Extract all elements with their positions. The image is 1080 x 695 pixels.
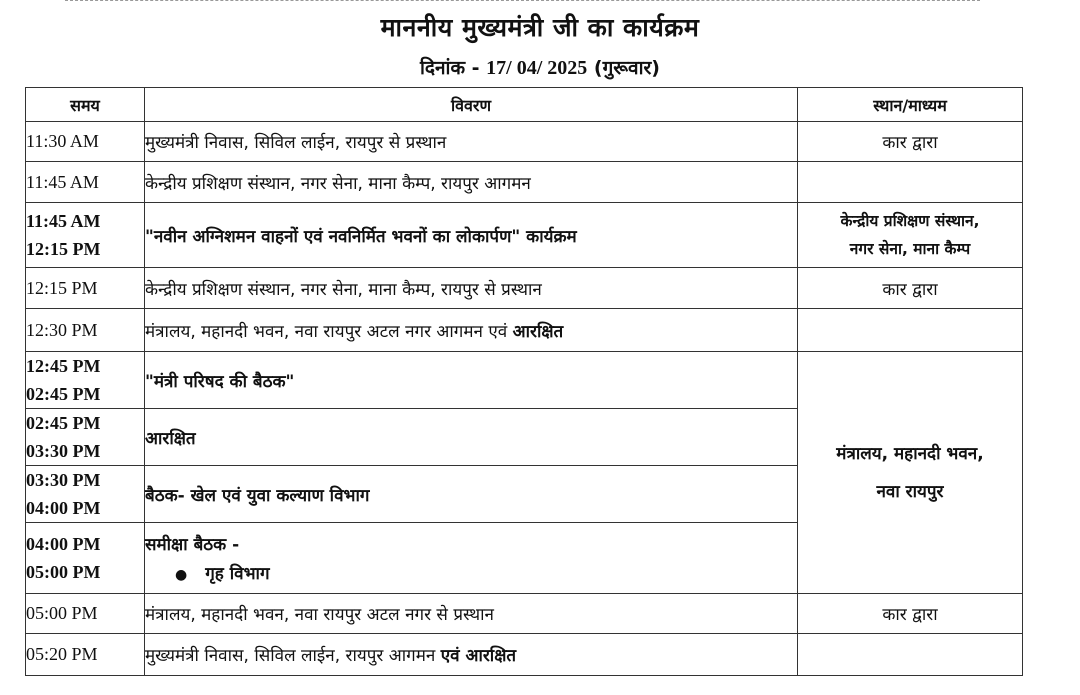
row-description — [145, 523, 798, 594]
row-description — [145, 309, 798, 352]
bullet-text: गृह विभाग — [205, 564, 270, 584]
bullet-icon: ● — [175, 567, 188, 583]
schedule-table — [25, 87, 1023, 676]
date-label: दिनांक - — [419, 57, 487, 79]
header-location: स्थान/माध्यम — [798, 88, 1023, 122]
row-location: कार द्वारा — [798, 594, 1023, 634]
row-description — [145, 634, 798, 676]
table-header-row — [26, 88, 1023, 122]
row-time: 11:30 AM — [26, 122, 145, 162]
row-description: बैठक- खेल एवं युवा कल्याण विभाग — [145, 466, 798, 523]
description-emphasis: आरक्षित — [512, 321, 564, 342]
table-row — [26, 594, 1023, 634]
time-start: 03:30 PM — [26, 470, 101, 490]
row-location — [798, 634, 1023, 676]
row-location: कार द्वारा — [798, 268, 1023, 309]
table-row — [26, 122, 1023, 162]
table-row — [26, 352, 1023, 409]
time-end: 05:00 PM — [26, 562, 101, 582]
description-text: मंत्रालय, महानदी भवन, नवा रायपुर अटल नगर आगमन एवं — [145, 321, 513, 342]
row-time — [26, 203, 145, 268]
date-value: 17/ 04/ 2025 — [486, 57, 588, 79]
time-start: 11:45 AM — [26, 211, 101, 231]
location-line: नवा रायपुर — [876, 481, 944, 502]
row-time — [26, 523, 145, 594]
location-line: मंत्रालय, महानदी भवन, — [836, 443, 984, 464]
time-end: 02:45 PM — [26, 384, 101, 404]
table-row — [26, 203, 1023, 268]
row-location — [798, 203, 1023, 268]
header-description: विवरण — [145, 88, 798, 122]
row-time — [26, 409, 145, 466]
row-description: केन्द्रीय प्रशिक्षण संस्थान, नगर सेना, माना कैम्प, रायपुर से प्रस्थान — [145, 268, 798, 309]
header-time: समय — [26, 88, 145, 122]
time-start: 12:45 PM — [26, 356, 101, 376]
description-text: मुख्यमंत्री निवास, सिविल लाईन, रायपुर आगमन — [145, 646, 441, 666]
row-time: 12:15 PM — [26, 268, 145, 309]
description-text: समीक्षा बैठक - — [145, 535, 240, 555]
row-description: "मंत्री परिषद की बैठक" — [145, 352, 798, 409]
time-start: 04:00 PM — [26, 534, 101, 554]
top-divider — [65, 0, 980, 1]
description-emphasis: एवं आरक्षित — [440, 646, 517, 666]
row-location: कार द्वारा — [798, 122, 1023, 162]
row-time: 05:00 PM — [26, 594, 145, 634]
time-end: 03:30 PM — [26, 441, 101, 461]
row-location — [798, 162, 1023, 203]
row-time — [26, 466, 145, 523]
row-description: "नवीन अग्निशमन वाहनों एवं नवनिर्मित भवनों का लोकार्पण" कार्यक्रम — [145, 203, 798, 268]
row-description: मंत्रालय, महानदी भवन, नवा रायपुर अटल नगर से प्रस्थान — [145, 594, 798, 634]
table-row — [26, 309, 1023, 352]
row-time — [26, 352, 145, 409]
location-line: नगर सेना, माना कैम्प — [849, 240, 971, 258]
row-time: 12:30 PM — [26, 309, 145, 352]
table-row — [26, 162, 1023, 203]
merged-location — [798, 352, 1023, 594]
row-time: 05:20 PM — [26, 634, 145, 676]
page-title: माननीय मुख्यमंत्री जी का कार्यक्रम — [380, 13, 700, 42]
bullet-item — [145, 561, 797, 584]
row-description: आरक्षित — [145, 409, 798, 466]
row-time: 11:45 AM — [26, 162, 145, 203]
row-location — [798, 309, 1023, 352]
row-description: मुख्यमंत्री निवास, सिविल लाईन, रायपुर से प्रस्थान — [145, 122, 798, 162]
time-end: 04:00 PM — [26, 498, 101, 518]
location-line: केन्द्रीय प्रशिक्षण संस्थान, — [840, 212, 980, 230]
weekday: (गुरूवार) — [587, 57, 660, 79]
time-end: 12:15 PM — [26, 239, 101, 259]
time-start: 02:45 PM — [26, 413, 101, 433]
row-description: केन्द्रीय प्रशिक्षण संस्थान, नगर सेना, माना कैम्प, रायपुर आगमन — [145, 162, 798, 203]
table-row — [26, 268, 1023, 309]
schedule-date — [0, 54, 1080, 80]
table-row — [26, 634, 1023, 676]
